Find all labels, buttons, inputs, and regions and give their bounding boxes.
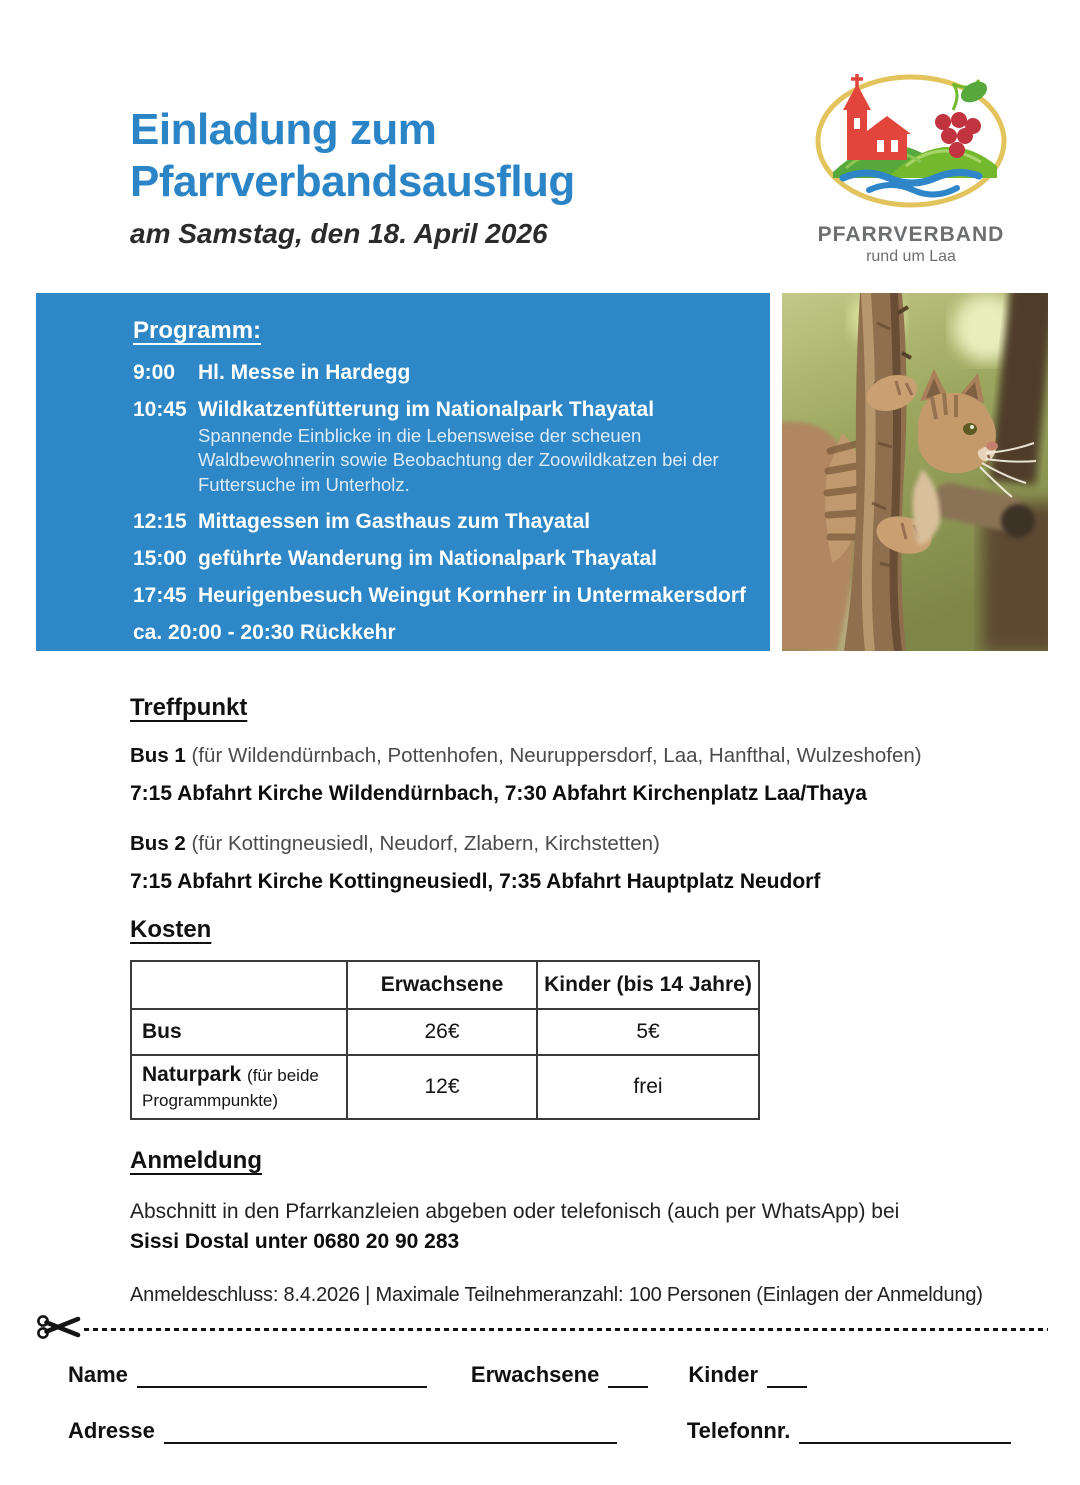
program-box — [36, 293, 770, 651]
anmeldung-contact: Sissi Dostal unter 0680 20 90 283 — [130, 1230, 460, 1254]
kosten-heading: Kosten — [130, 916, 212, 943]
cost-naturpark-erwachsene: 12€ — [347, 1055, 537, 1119]
erwachsene-label: Erwachsene — [470, 1362, 600, 1387]
program-title: ca. 20:00 - 20:30 Rückkehr — [133, 621, 396, 645]
anmeldung-heading: Anmeldung — [130, 1147, 262, 1174]
bus1-villages: (für Wildendürnbach, Pottenhofen, Neuruppersdorf, Laa, Hanfthal, Wulzeshofen) — [191, 744, 922, 767]
scissors-icon — [36, 1312, 82, 1347]
bus2-label: Bus 2 — [130, 832, 186, 855]
page-title — [130, 104, 575, 208]
adresse-field — [164, 1418, 617, 1444]
kinder-label: Kinder — [688, 1362, 759, 1387]
erwachsene-field — [608, 1362, 648, 1388]
program-title: Mittagessen im Gasthaus zum Thayatal — [198, 510, 591, 534]
bus2-villages: (für Kottingneusiedl, Neudorf, Zlabern, Kirchstetten) — [191, 832, 660, 855]
program-item — [133, 584, 752, 608]
logo-org-name: PFARRVERBAND — [817, 223, 1005, 246]
program-time: 10:45 — [133, 398, 187, 421]
event-date: am Samstag, den 18. April 2026 — [130, 217, 548, 249]
treffpunkt-heading: Treffpunkt — [130, 694, 248, 721]
table-row-bus — [131, 1009, 759, 1055]
program-time: 17:45 — [133, 584, 187, 608]
program-description: Spannende Einblicke in die Lebensweise der scheuen Waldbewohnerin sowie Beobachtung der Zoowildkatzen bei der Futtersuche im Unterholz. — [198, 425, 719, 495]
dashed-cut-rule — [84, 1328, 1048, 1331]
bus1-line — [130, 744, 1030, 768]
cut-here-line — [36, 1314, 1048, 1344]
program-time: 9:00 — [133, 361, 176, 384]
registration-form — [68, 1362, 1028, 1474]
program-item — [133, 361, 752, 385]
cost-header-erwachsene: Erwachsene — [347, 961, 537, 1009]
logo-tagline: rund um Laa — [866, 248, 956, 265]
program-item — [133, 547, 752, 571]
title-line-2: Pfarrverbandsausflug — [130, 156, 575, 206]
anmeldung-deadline: Anmeldeschluss: 8.4.2026 | Maximale Teilnehmeranzahl: 100 Personen (Einlagen der Anmeldung) — [130, 1283, 983, 1306]
program-time: 12:15 — [133, 510, 187, 534]
cost-row-label: Naturpark (für beide Programmpunkte) — [131, 1055, 347, 1119]
program-title: geführte Wanderung im Nationalpark Thayatal — [198, 547, 657, 571]
kosten-section — [130, 916, 760, 1120]
cost-naturpark-kinder: frei — [537, 1055, 759, 1119]
cost-bus-erwachsene: 26€ — [347, 1009, 537, 1055]
name-label: Name — [68, 1362, 128, 1387]
telefon-field — [799, 1418, 1011, 1444]
cost-bus-kinder: 5€ — [537, 1009, 759, 1055]
cost-header-empty — [131, 961, 347, 1009]
cost-header-kinder: Kinder (bis 14 Jahre) — [537, 961, 759, 1009]
anmeldung-text — [130, 1197, 1040, 1258]
anmeldung-section — [130, 1147, 1040, 1307]
program-time: 15:00 — [133, 547, 187, 571]
cost-table-header-row — [131, 961, 759, 1009]
bus2-departure: 7:15 Abfahrt Kirche Kottingneusiedl, 7:35 Abfahrt Hauptplatz Neudorf — [130, 870, 821, 893]
cost-table — [130, 960, 760, 1120]
telefon-label: Telefonnr. — [686, 1418, 791, 1443]
program-heading: Programm: — [133, 317, 262, 344]
pfarrverband-logo — [808, 66, 1014, 266]
program-title: Hl. Messe in Hardegg — [198, 361, 411, 384]
bus1-departure: 7:15 Abfahrt Kirche Wildendürnbach, 7:30 Abfahrt Kirchenplatz Laa/Thaya — [130, 782, 867, 805]
cost-row-label: Bus — [131, 1009, 347, 1055]
program-item — [133, 398, 752, 497]
bus2-line — [130, 832, 1030, 856]
bus1-label: Bus 1 — [130, 744, 186, 767]
program-section — [36, 293, 1048, 651]
wildcat-photo — [782, 293, 1048, 651]
program-title: Heurigenbesuch Weingut Kornherr in Untermakersdorf — [198, 584, 747, 608]
treffpunkt-section — [130, 694, 1030, 894]
title-line-1: Einladung zum — [130, 105, 437, 154]
church-grapes-emblem-icon — [811, 199, 1011, 216]
program-item — [133, 510, 752, 534]
form-row-1 — [68, 1362, 1028, 1388]
table-row-naturpark — [131, 1055, 759, 1119]
title-block — [130, 104, 575, 250]
program-title: Wildkatzenfütterung im Nationalpark Thayatal — [198, 398, 655, 421]
form-row-2 — [68, 1418, 1028, 1444]
kinder-field — [767, 1362, 807, 1388]
name-field — [137, 1362, 427, 1388]
adresse-label: Adresse — [68, 1418, 155, 1443]
anmeldung-line1: Abschnitt in den Pfarrkanzleien abgeben oder telefonisch (auch per WhatsApp) bei — [130, 1200, 900, 1223]
program-item — [133, 621, 752, 645]
